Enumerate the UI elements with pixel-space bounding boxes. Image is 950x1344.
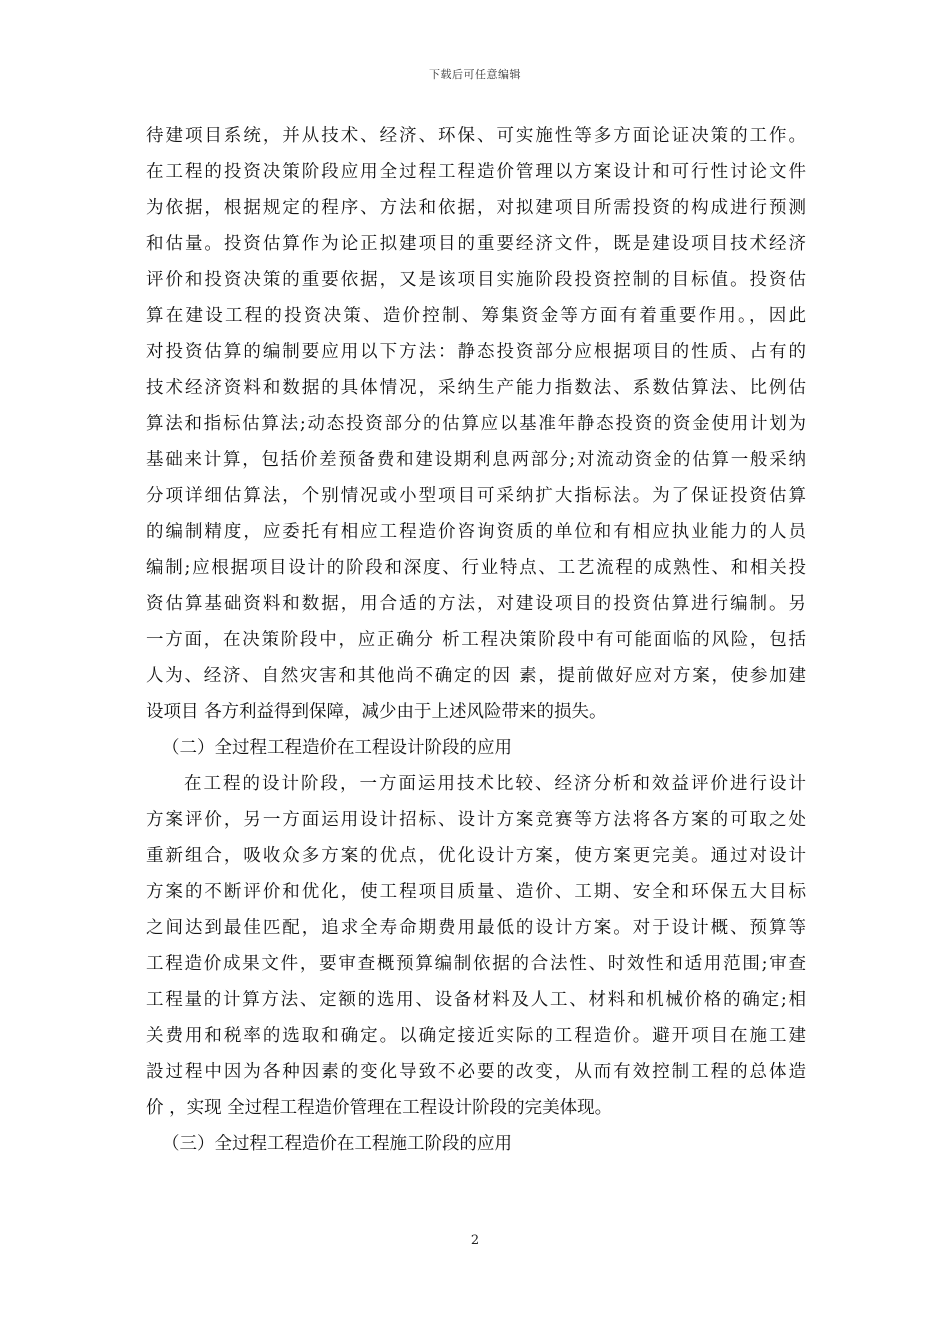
paragraph-line: 分项详细估算法，个别情况或小型项目可采纳扩大指标法。为了保证投资估算 — [146, 486, 806, 506]
document-body — [146, 118, 806, 1162]
paragraph-line: 方案评价，另一方面运用设计招标、设计方案竞赛等方法将各方案的可取之处 — [146, 810, 806, 830]
paragraph-line: 关费用和税率的选取和确定。以确定接近实际的工程造价。避开项目在施工建 — [146, 1026, 806, 1046]
paragraph-line: 算法和指标估算法;动态投资部分的估算应以基准年静态投资的资金使用计划为 — [146, 414, 806, 434]
page-header: 下载后可任意编辑 — [429, 68, 521, 81]
page-number: 2 — [470, 1233, 480, 1248]
paragraph-line: 在工程的设计阶段，一方面运用技术比较、经济分析和效益评价进行设计 — [184, 774, 806, 794]
paragraph-line: 方案的不断评价和优化，使工程项目质量、造价、工期、安全和环保五大目标 — [146, 882, 806, 902]
paragraph-line: 价 ，实现 全过程工程造价管理在工程设计阶段的完美体现。 — [146, 1098, 613, 1118]
paragraph-line: 资估算基础资料和数据，用合适的方法，对建设项目的投资估算进行编制。另 — [146, 594, 806, 614]
paragraph-line: 编制;应根据项目设计的阶段和深度、行业特点、工艺流程的成熟性、和相关投 — [146, 558, 806, 578]
paragraph-line: 基础来计算，包括价差预备费和建设期利息两部分;对流动资金的估算一般采纳 — [146, 450, 806, 470]
paragraph-line: 在工程的投资决策阶段应用全过程工程造价管理以方案设计和可行性讨论文件 — [146, 162, 806, 182]
paragraph-investment-decision — [146, 118, 806, 730]
paragraph-line: 设项目 各方利益得到保障，减少由于上述风险带来的损失。 — [146, 702, 607, 722]
paragraph-line: 的编制精度，应委托有相应工程造价咨询资质的单位和有相应执业能力的人员 — [146, 522, 806, 542]
paragraph-line: 人为、经济、自然灾害和其他尚不确定的因 素，提前做好应对方案，使参加建 — [146, 666, 806, 686]
paragraph-line: 待建项目系统，并从技术、经济、环保、可实施性等多方面论证决策的工作。 — [146, 126, 806, 146]
paragraph-line: 对投资估算的编制要应用以下方法：静态投资部分应根据项目的性质、占有的 — [146, 342, 806, 362]
paragraph-design-stage — [146, 766, 806, 1126]
paragraph-line: 评价和投资决策的重要依据，又是该项目实施阶段投资控制的目标值。投资估 — [146, 270, 806, 290]
paragraph-line: 技术经济资料和数据的具体情况，采纳生产能力指数法、系数估算法、比例估 — [146, 378, 806, 398]
paragraph-line: 和估量。投资估算作为论正拟建项目的重要经济文件，既是建设项目技术经济 — [146, 234, 806, 254]
paragraph-line: 一方面，在决策阶段中，应正确分 析工程决策阶段中有可能面临的风险，包括 — [146, 630, 806, 650]
paragraph-line: 为依据，根据规定的程序、方法和依据，对拟建项目所需投资的构成进行预测 — [146, 198, 806, 218]
paragraph-line: 重新组合，吸收众多方案的优点，优化设计方案，使方案更完美。通过对设计 — [146, 846, 806, 866]
paragraph-line: 工程造价成果文件，要审查概预算编制依据的合法性、时效性和适用范围;审查 — [146, 954, 806, 974]
section-heading-design-stage: （二）全过程工程造价在工程设计阶段的应用 — [162, 738, 512, 758]
paragraph-line: 之间达到最佳匹配，追求全寿命期费用最低的设计方案。对于设计概、预算等 — [146, 918, 806, 938]
paragraph-line: 工程量的计算方法、定额的选用、设备材料及人工、材料和机械价格的确定;相 — [146, 990, 806, 1010]
paragraph-line: 設过程中因为各种因素的变化导致不必要的改变，从而有效控制工程的总体造 — [146, 1062, 806, 1082]
section-heading-construction-stage: （三）全过程工程造价在工程施工阶段的应用 — [162, 1134, 512, 1154]
paragraph-line: 算在建设工程的投资决策、造价控制、筹集资金等方面有着重要作用。，因此 — [146, 306, 806, 326]
